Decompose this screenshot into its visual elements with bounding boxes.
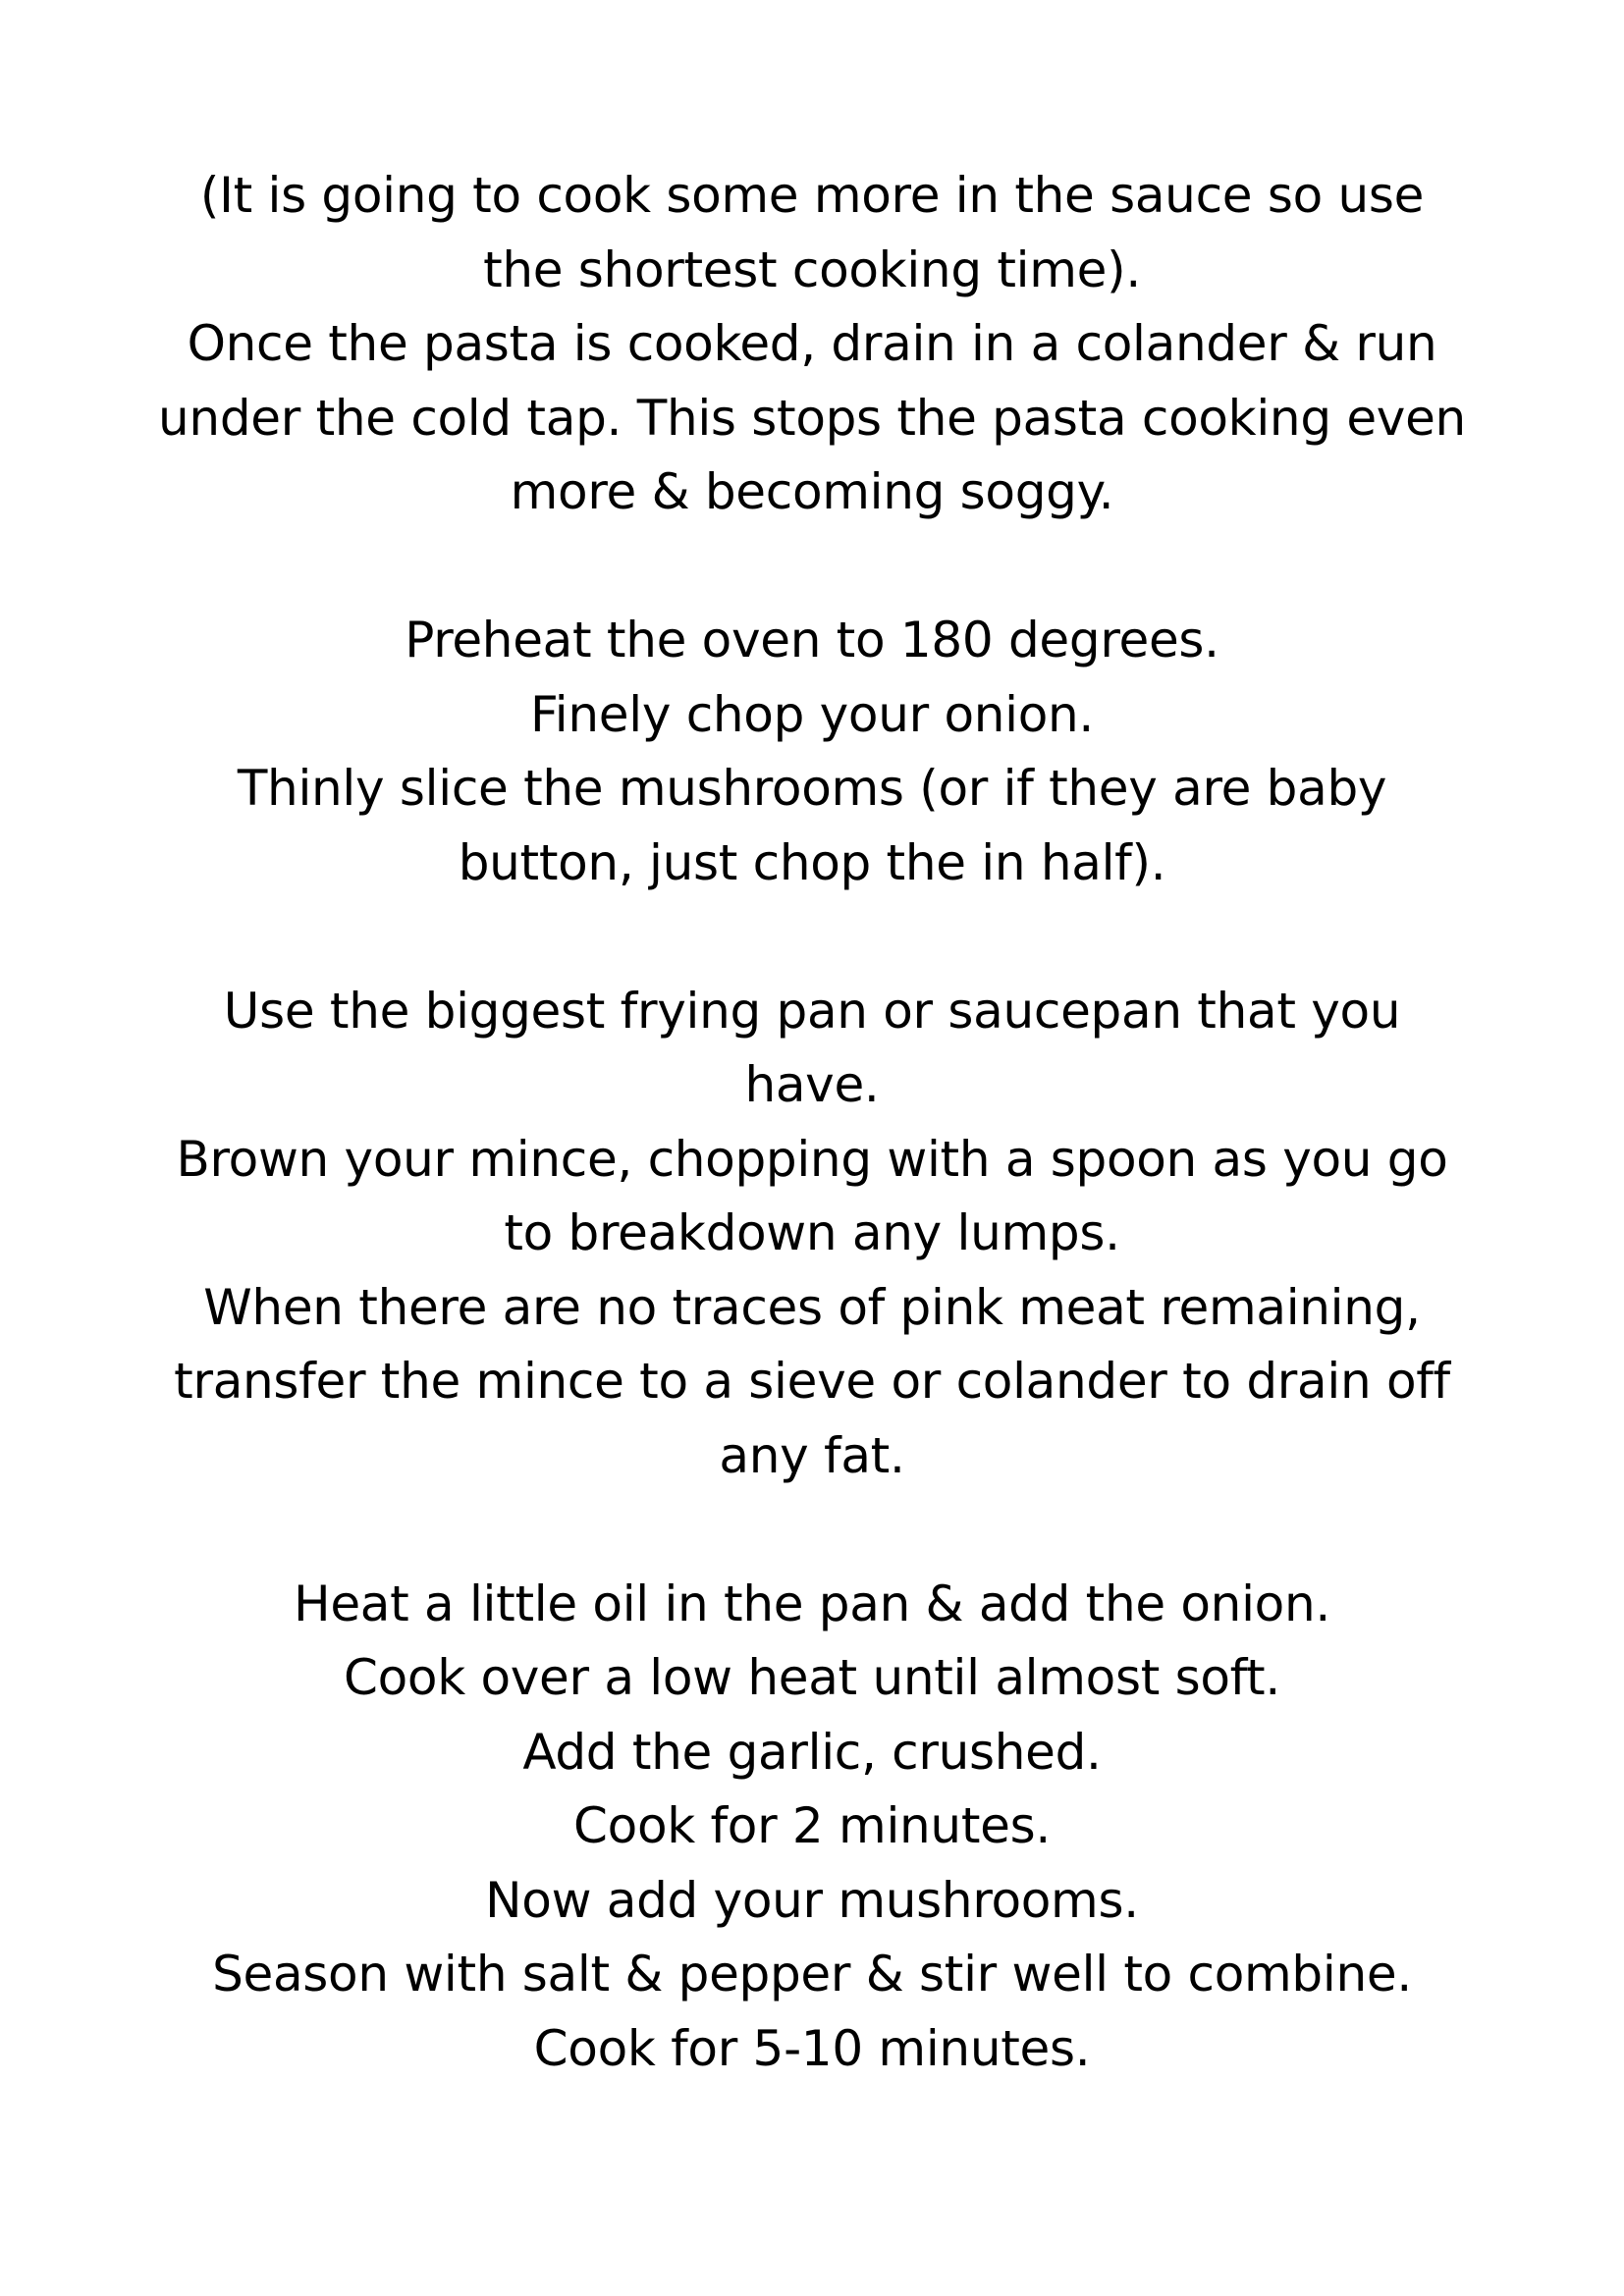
text-line: Finely chop your onion.	[529, 685, 1094, 743]
text-line: button, just chop the in half).	[458, 833, 1166, 891]
text-line: Once the pasta is cooked, drain in a colander & run	[187, 315, 1437, 372]
recipe-method-text	[137, 159, 1487, 2161]
text-line: (It is going to cook some more in the sauce so use	[199, 167, 1425, 224]
text-line: the shortest cooking time).	[483, 240, 1141, 298]
text-line: transfer the mince to a sieve or colander to drain off	[174, 1353, 1450, 1410]
text-line: Preheat the oven to 180 degrees.	[405, 612, 1219, 668]
text-line: Cook for 5-10 minutes.	[533, 2019, 1091, 2077]
text-line: Cook for 2 minutes.	[573, 1797, 1051, 1854]
text-line: Brown your mince, chopping with a spoon as you go	[176, 1130, 1448, 1188]
paragraph-browning-mince	[137, 975, 1487, 1494]
text-line: under the cold tap. This stops the pasta cooking even	[158, 389, 1466, 447]
text-line: more & becoming soggy.	[510, 463, 1114, 520]
text-line: Thinly slice the mushrooms (or if they are baby	[237, 760, 1387, 817]
text-line: Add the garlic, crushed.	[522, 1723, 1102, 1781]
paragraph-pasta-draining	[137, 159, 1487, 530]
text-line: to breakdown any lumps.	[504, 1204, 1120, 1261]
text-line: Use the biggest frying pan or saucepan that you	[223, 982, 1401, 1040]
text-line: Heat a little oil in the pan & add the onion.	[294, 1575, 1330, 1632]
text-line: Cook over a low heat until almost soft.	[344, 1649, 1280, 1706]
paragraph-preparation	[137, 604, 1487, 900]
text-line: have.	[744, 1056, 880, 1113]
paragraph-cooking-vegetables	[137, 1568, 1487, 2087]
text-line: any fat.	[719, 1426, 905, 1484]
text-line: When there are no traces of pink meat remaining,	[203, 1278, 1421, 1336]
text-line: Now add your mushrooms.	[485, 1871, 1139, 1929]
text-line: Season with salt & pepper & stir well to combine.	[212, 1946, 1412, 2002]
